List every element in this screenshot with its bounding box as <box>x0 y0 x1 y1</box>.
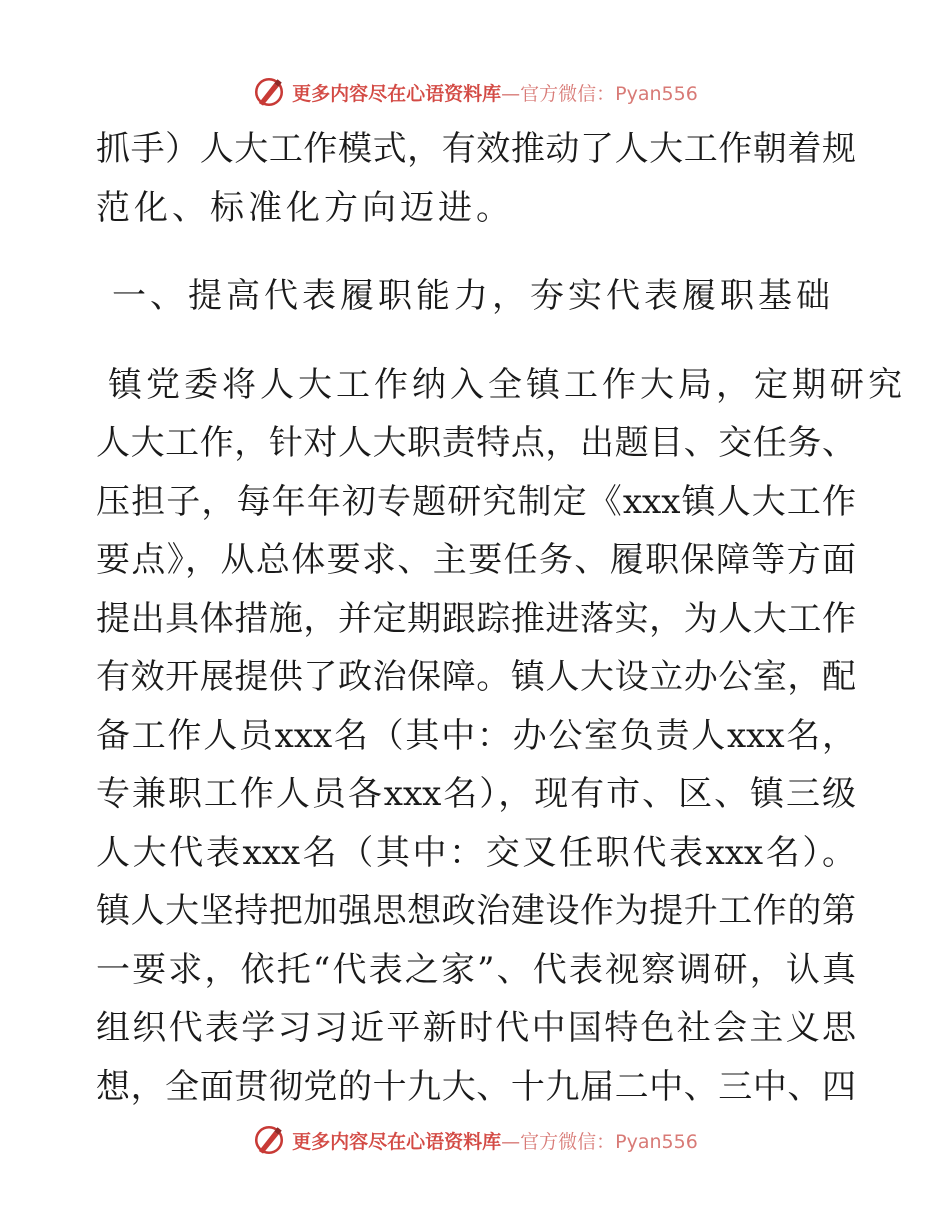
paragraph-line: 组织代表学习习近平新时代中国特色社会主义思 <box>96 1008 856 1048</box>
paragraph-line: 压担子，每年年初专题研究制定《xxx镇人大工作 <box>96 481 856 522</box>
watermark-text <box>292 1127 698 1154</box>
paragraph-line: 要点》，从总体要求、主要任务、履职保障等方面 <box>96 540 856 580</box>
watermark-primary: 更多内容尽在心语资料库 <box>292 82 502 105</box>
paragraph-line: 人大工作，针对人大职责特点，出题目、交任务、 <box>96 423 856 463</box>
document-body <box>96 120 906 1116</box>
watermark-primary: 更多内容尽在心语资料库 <box>292 1130 502 1153</box>
paragraph-line: 镇人大坚持把加强思想政治建设作为提升工作的第 <box>96 891 856 931</box>
paragraph-line: 想，全面贯彻党的十九大、十九届二中、三中、四 <box>96 1066 856 1107</box>
intro-line: 范化、标准化方向迈进。 <box>96 187 514 228</box>
watermark-secondary: —官方微信：Pyan556 <box>501 1130 698 1153</box>
paragraph-line: 一要求，依托“代表之家”、代表视察调研，认真 <box>96 949 856 990</box>
intro-line: 抓手）人大工作模式，有效推动了人大工作朝着规 <box>96 129 856 169</box>
watermark-secondary: —官方微信：Pyan556 <box>501 82 698 105</box>
paragraph-line: 提出具体措施，并定期跟踪推进落实，为人大工作 <box>96 598 856 639</box>
watermark-text <box>292 79 698 106</box>
paragraph-line: 人大代表xxx名（其中：交叉任职代表xxx名）。 <box>96 832 856 873</box>
paragraph-line: 镇党委将人大工作纳入全镇工作大局，定期研究 <box>108 364 906 405</box>
footer-watermark <box>0 1118 950 1162</box>
pen-logo-icon <box>252 1123 286 1157</box>
paragraph-line: 有效开展提供了政治保障。镇人大设立办公室，配 <box>96 657 856 697</box>
paragraph-line: 备工作人员xxx名（其中：办公室负责人xxx名， <box>96 715 856 756</box>
paragraph-line: 专兼职工作人员各xxx名），现有市、区、镇三级 <box>96 774 856 814</box>
section-heading: 一、提高代表履职能力，夯实代表履职基础 <box>112 276 834 316</box>
header-watermark <box>0 70 950 114</box>
pen-logo-icon <box>252 75 286 109</box>
